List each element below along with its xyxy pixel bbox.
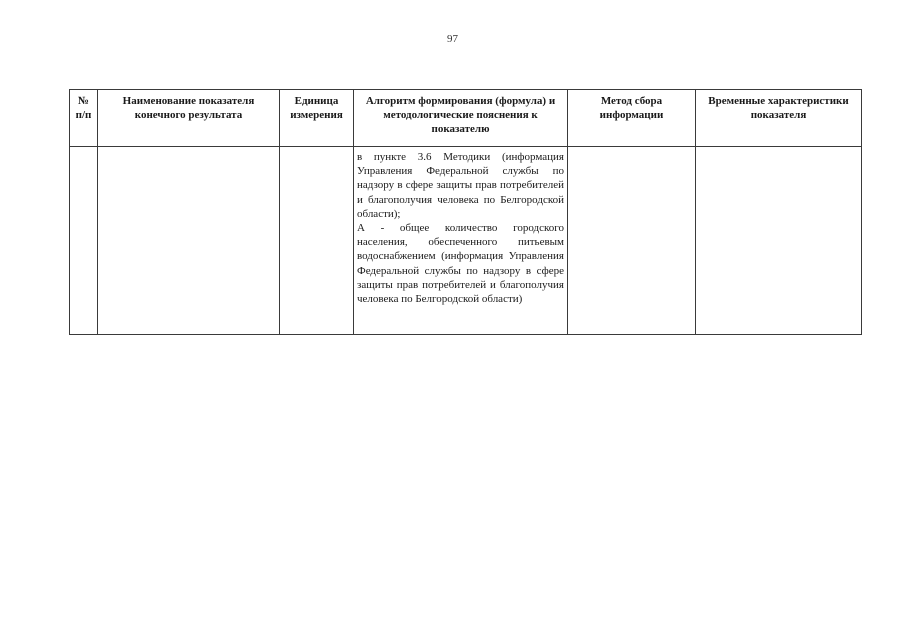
cell-algorithm [354, 147, 568, 335]
algorithm-paragraph: в пункте 3.6 Методики (информация Управления Федеральной службы по надзору в сфере защиты прав потребителей и благополучия человека по Белгородской области); [357, 151, 564, 220]
cell-unit [280, 147, 354, 335]
header-time-characteristics: Временные характеристики показателя [696, 90, 862, 147]
indicator-table [69, 89, 862, 335]
cell-number [70, 147, 98, 335]
header-algorithm: Алгоритм формирования (формула) и методологические пояснения к показателю [354, 90, 568, 147]
cell-indicator-name [98, 147, 280, 335]
header-number: № п/п [70, 90, 98, 147]
header-indicator-name: Наименование показателя конечного результата [98, 90, 280, 147]
algorithm-paragraph: А - общее количество городского населения, обеспеченного питьевым водоснабжением (информация Управления Федеральной службы по надзору в сфере защиты прав потребителей и благополучия человека по Белгородской области) [357, 222, 564, 306]
header-unit: Единица измерения [280, 90, 354, 147]
table-header-row [70, 90, 862, 147]
cell-collection-method [568, 147, 696, 335]
page-number: 97 [447, 33, 458, 45]
table-row [70, 147, 862, 335]
header-collection-method: Метод сбора информации [568, 90, 696, 147]
cell-time-characteristics [696, 147, 862, 335]
